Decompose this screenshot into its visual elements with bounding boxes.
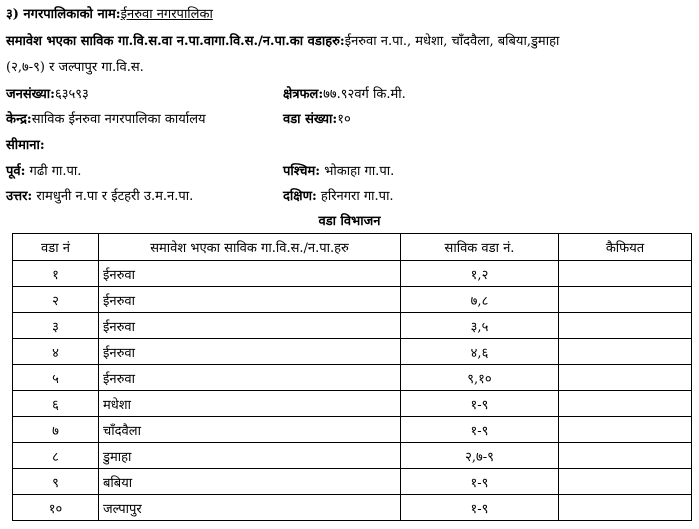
population-label: जनसंख्या: (6, 87, 55, 102)
table-row (13, 365, 692, 391)
ward-no-cell: ७ (13, 417, 99, 443)
ward-no-cell: २ (13, 287, 99, 313)
remarks-cell (559, 339, 692, 365)
old-ward-cell: ७,८ (401, 287, 559, 313)
ward-no-cell: ४ (13, 339, 99, 365)
ward-no-cell: ९ (13, 469, 99, 495)
header-former-units: समावेश भएका साविक गा.वि.स./न.पा.हरु (99, 234, 401, 261)
remarks-cell (559, 417, 692, 443)
municipality-name: ईनरुवा नगरपालिका (120, 7, 213, 22)
old-ward-cell: ४,६ (401, 339, 559, 365)
old-ward-cell: ३,५ (401, 313, 559, 339)
table-row (13, 443, 692, 469)
east-value: गढी गा.पा. (25, 164, 82, 179)
center-value: साविक ईनरुवा नगरपालिका कार्यालय (31, 112, 206, 127)
merged-units-continuation: (२,७-९) र जल्पापुर गा.वि.स. (6, 60, 144, 75)
former-unit-cell: ईनरुवा (99, 287, 401, 313)
remarks-cell (559, 443, 692, 469)
table-row (13, 417, 692, 443)
ward-count-value: १० (337, 112, 351, 127)
merged-units-line (6, 31, 559, 49)
former-unit-cell: बबिया (99, 469, 401, 495)
merged-units-label: समावेश भएका साविक गा.वि.स.वा न.पा.वागा.वि.स./न.पा.का वडाहरु: (6, 34, 345, 49)
table-row (13, 469, 692, 495)
remarks-cell (559, 391, 692, 417)
remarks-cell (559, 313, 692, 339)
old-ward-cell: १,२ (401, 261, 559, 287)
municipality-title (6, 4, 213, 22)
ward-count-line (283, 109, 351, 127)
ward-no-cell: १ (13, 261, 99, 287)
north-line (6, 186, 193, 204)
south-line (283, 186, 394, 204)
south-label: दक्षिण: (283, 189, 317, 204)
former-unit-cell: ईनरुवा (99, 365, 401, 391)
remarks-cell (559, 261, 692, 287)
ward-division-title: वडा विभाजन (318, 214, 381, 229)
west-label: पश्चिम: (283, 164, 321, 179)
header-old-ward-no: साविक वडा नं. (401, 234, 559, 261)
ward-division-table (12, 233, 692, 521)
former-unit-cell: मधेशा (99, 391, 401, 417)
old-ward-cell: ९,१० (401, 365, 559, 391)
former-unit-cell: जल्पापुर (99, 495, 401, 521)
former-unit-cell: ईनरुवा (99, 261, 401, 287)
area-label: क्षेत्रफल: (283, 87, 324, 102)
area-line (283, 84, 406, 102)
ward-no-cell: ८ (13, 443, 99, 469)
remarks-cell (559, 365, 692, 391)
population-value: ६३५९३ (54, 87, 89, 102)
table-row (13, 287, 692, 313)
remarks-cell (559, 287, 692, 313)
table-row (13, 313, 692, 339)
municipality-label: ३) नगरपालिकाको नाम: (6, 7, 121, 22)
population-line (6, 84, 89, 102)
ward-no-cell: ५ (13, 365, 99, 391)
old-ward-cell: १-९ (401, 417, 559, 443)
former-unit-cell: ईनरुवा (99, 313, 401, 339)
remarks-cell (559, 469, 692, 495)
former-unit-cell: चाँदवैला (99, 417, 401, 443)
ward-no-cell: १० (13, 495, 99, 521)
old-ward-cell: १-९ (401, 391, 559, 417)
old-ward-cell: २,७-९ (401, 443, 559, 469)
ward-no-cell: ३ (13, 313, 99, 339)
east-label: पूर्व: (6, 164, 26, 179)
south-value: हरिनगरा गा.पा. (316, 189, 394, 204)
north-label: उत्तर: (6, 189, 33, 204)
table-row (13, 391, 692, 417)
old-ward-cell: १-९ (401, 495, 559, 521)
ward-count-label: वडा संख्या: (283, 112, 338, 127)
former-unit-cell: ईनरुवा (99, 339, 401, 365)
former-unit-cell: डुमाहा (99, 443, 401, 469)
remarks-cell (559, 495, 692, 521)
table-row (13, 339, 692, 365)
table-row (13, 261, 692, 287)
table-header-row (13, 234, 692, 261)
west-line (283, 161, 394, 179)
center-label: केन्द्र: (6, 112, 32, 127)
north-value: रामधुनी न.पा र ईटहरी उ.म.न.पा. (32, 189, 194, 204)
ward-no-cell: ६ (13, 391, 99, 417)
table-row (13, 495, 692, 521)
area-value: ७७.९२वर्ग कि.मी. (323, 87, 406, 102)
west-value: भोकाहा गा.पा. (320, 164, 395, 179)
merged-units-value: ईनरुवा न.पा., मधेशा, चाँदवैला, बबिया,डुमाहा (344, 34, 560, 49)
boundary-label: सीमाना: (6, 138, 45, 153)
header-remarks: कैफियत (559, 234, 692, 261)
old-ward-cell: १-९ (401, 469, 559, 495)
center-line (6, 109, 206, 127)
header-ward-no: वडा नं (13, 234, 99, 261)
east-line (6, 161, 81, 179)
